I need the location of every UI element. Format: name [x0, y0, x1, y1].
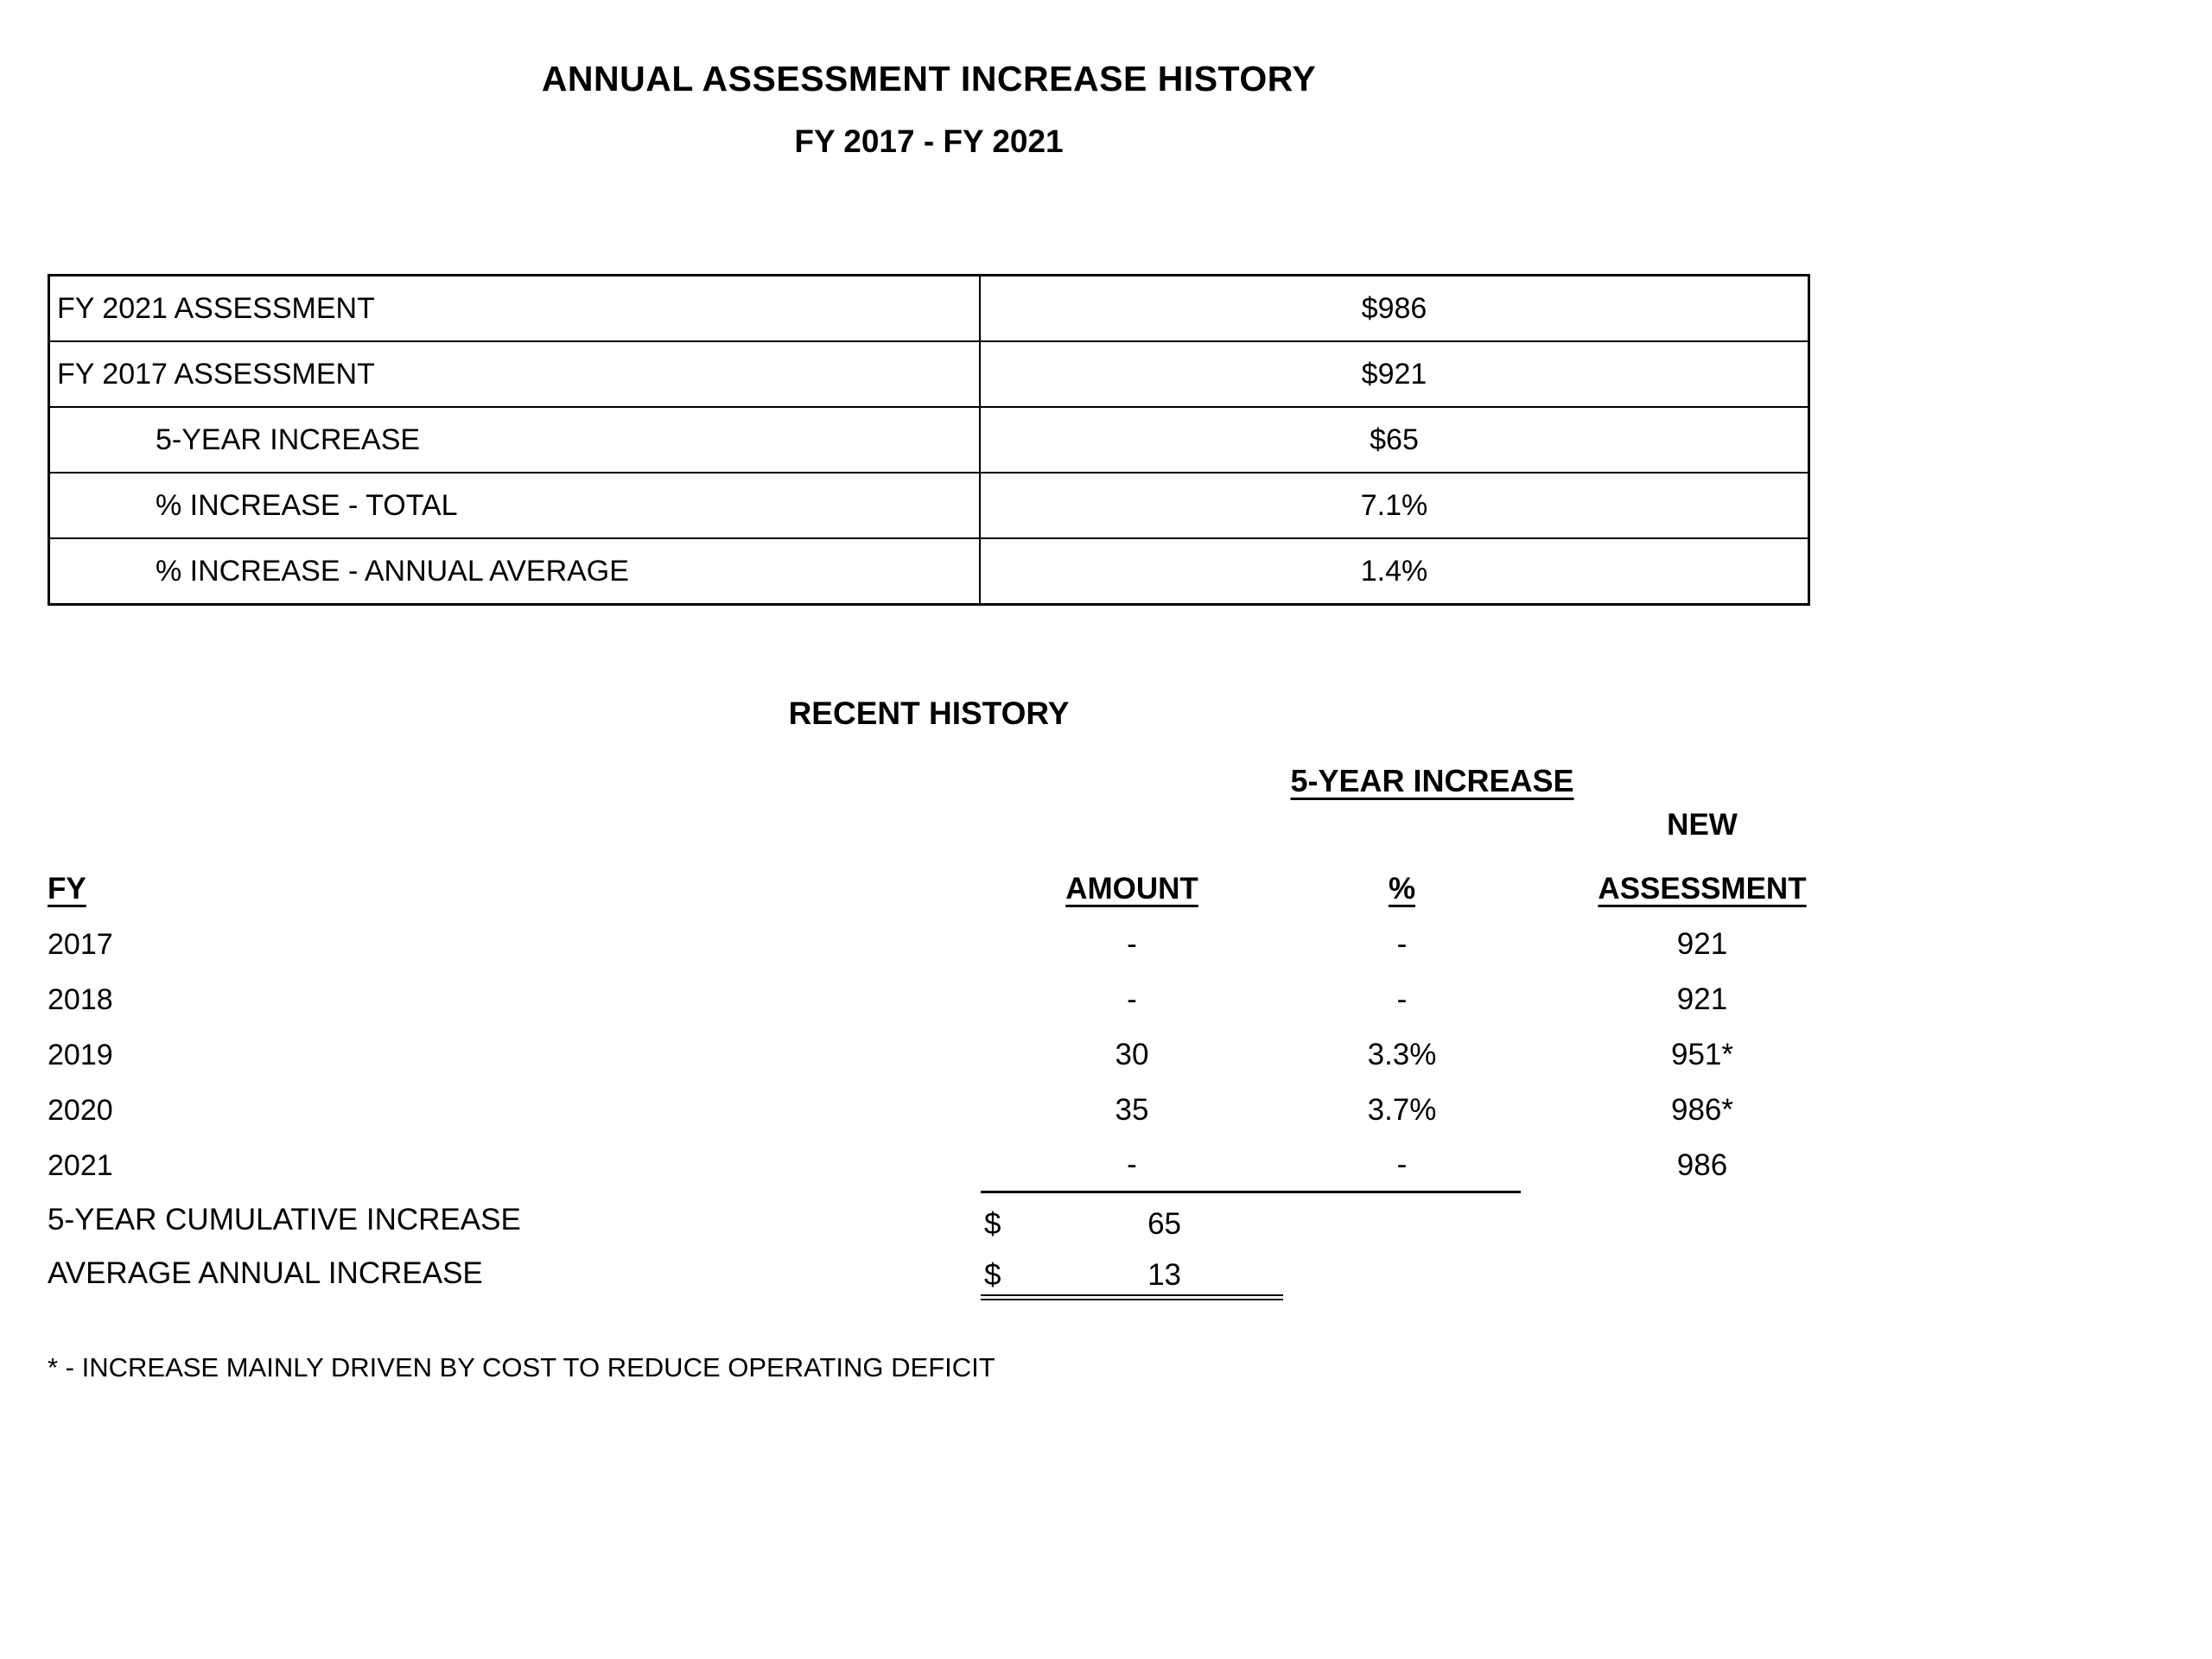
new-assessment-cell: 986* — [1670, 1093, 1734, 1127]
fy-cell: 2018 — [48, 982, 113, 1016]
five-year-increase-header: 5-YEAR INCREASE — [1290, 763, 1574, 798]
amount-cell: - — [981, 1138, 1283, 1193]
row-label: FY 2021 ASSESSMENT — [50, 276, 981, 340]
row-label: % INCREASE - ANNUAL AVERAGE — [50, 539, 981, 603]
new-assessment-header-line2: ASSESSMENT — [1598, 872, 1807, 906]
table-row — [50, 539, 1808, 603]
total-row-label: AVERAGE ANNUAL INCREASE — [48, 1256, 483, 1290]
fy-cell: 2017 — [48, 927, 113, 961]
table-row — [48, 972, 1884, 1027]
cumulative-increase-row — [48, 1193, 1884, 1247]
new-assessment-header-line1: NEW — [1667, 808, 1738, 842]
new-assessment-cell: 951* — [1670, 1038, 1734, 1071]
currency-symbol: $ — [984, 1257, 1001, 1292]
table-row — [50, 474, 1808, 539]
row-value: 1.4% — [1360, 554, 1428, 588]
table-row — [48, 1083, 1884, 1138]
percent-cell: - — [1283, 1138, 1521, 1193]
recent-history-header-row — [48, 861, 1884, 917]
amount-cell: 30 — [1115, 1038, 1149, 1071]
recent-history-heading: RECENT HISTORY — [788, 696, 1070, 731]
summary-table — [48, 274, 1810, 606]
percent-cell: 3.7% — [1367, 1093, 1437, 1127]
percent-cell: - — [1396, 927, 1408, 961]
cumulative-increase-amount — [981, 1202, 1283, 1247]
five-year-increase-header-row — [48, 763, 1810, 808]
table-row — [50, 408, 1808, 474]
total-row-label: 5-YEAR CUMULATIVE INCREASE — [48, 1203, 521, 1236]
total-value: 13 — [1147, 1257, 1181, 1292]
page-subtitle: FY 2017 - FY 2021 — [794, 124, 1064, 159]
empty-cell — [1283, 1247, 1521, 1300]
new-assessment-cell: 921 — [1676, 927, 1728, 961]
row-label: FY 2017 ASSESSMENT — [50, 342, 981, 406]
total-value: 65 — [1147, 1207, 1181, 1241]
amount-cell: 35 — [1115, 1093, 1149, 1127]
table-row — [48, 1138, 1884, 1193]
new-assessment-column-header-cell — [1521, 861, 1884, 917]
percent-column-header: % — [1388, 872, 1416, 906]
currency-symbol: $ — [984, 1207, 1001, 1241]
new-assessment-cell: 921 — [1676, 982, 1728, 1016]
row-value: $65 — [1370, 423, 1419, 456]
row-value: $986 — [1361, 291, 1427, 325]
page-title: ANNUAL ASSESSMENT INCREASE HISTORY — [541, 59, 1317, 99]
row-label: 5-YEAR INCREASE — [50, 408, 981, 472]
fy-cell: 2021 — [48, 1148, 113, 1182]
empty-cell — [1521, 1247, 1884, 1300]
table-row — [48, 917, 1884, 972]
fy-cell: 2020 — [48, 1093, 113, 1127]
new-assessment-header-row — [48, 808, 1810, 861]
amount-column-header: AMOUNT — [1065, 872, 1198, 906]
table-row — [50, 276, 1808, 342]
row-label: % INCREASE - TOTAL — [50, 474, 981, 537]
fy-cell: 2019 — [48, 1038, 113, 1071]
percent-column-header-cell — [1283, 861, 1521, 917]
amount-column-header-cell — [981, 861, 1283, 917]
empty-cell — [1283, 1193, 1521, 1247]
empty-cell — [1521, 1193, 1884, 1247]
table-row — [48, 1027, 1884, 1083]
average-annual-increase-amount — [981, 1255, 1283, 1300]
amount-cell: - — [1127, 927, 1137, 961]
document-page — [48, 0, 1810, 1383]
row-value: 7.1% — [1360, 488, 1428, 522]
table-row — [50, 342, 1808, 408]
new-assessment-cell: 986 — [1676, 1148, 1728, 1182]
fy-column-header-cell — [48, 872, 981, 906]
amount-cell: - — [1127, 982, 1137, 1016]
fy-column-header: FY — [48, 872, 86, 906]
footnote: * - INCREASE MAINLY DRIVEN BY COST TO REDUCE OPERATING DEFICIT — [48, 1352, 995, 1382]
percent-cell: 3.3% — [1367, 1038, 1437, 1071]
average-annual-increase-row — [48, 1247, 1884, 1300]
row-value: $921 — [1361, 357, 1427, 391]
percent-cell: - — [1396, 982, 1408, 1016]
